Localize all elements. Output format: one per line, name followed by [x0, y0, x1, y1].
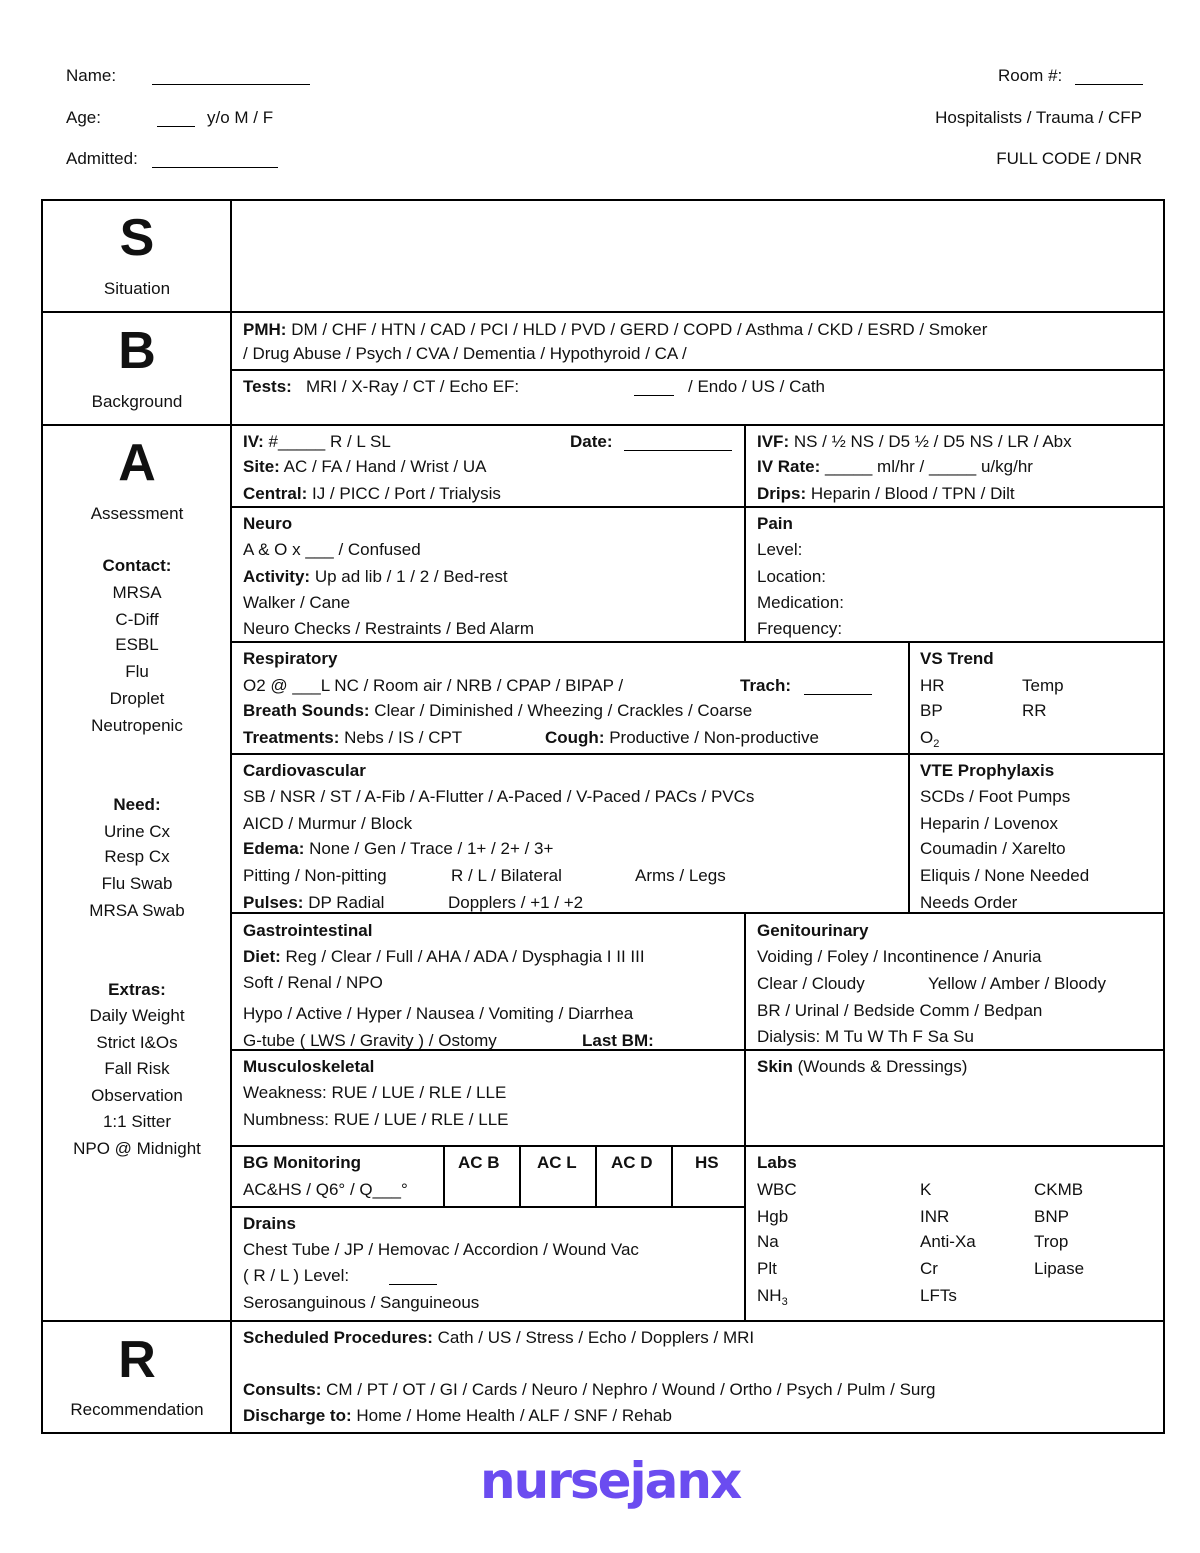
scheduled-procedures-label: Scheduled Procedures: [243, 1328, 433, 1347]
pmh-label: PMH: [243, 320, 287, 339]
iv-date-label: Date: [570, 432, 613, 451]
extras-item[interactable]: 1:1 Sitter [102, 1112, 172, 1131]
situation-notes-area[interactable] [234, 203, 1160, 309]
toileting-options[interactable]: BR / Urinal / Bedside Comm / Bedpan [757, 1001, 1043, 1020]
drains-title: Drains [243, 1214, 296, 1233]
room-label: Room #: [998, 66, 1063, 85]
cough-label: Cough: [545, 728, 605, 747]
lab-trop: Trop [1034, 1232, 1069, 1251]
contact-title: Contact: [102, 556, 172, 575]
treatments-label: Treatments: [243, 728, 340, 747]
need-title: Need: [113, 795, 161, 814]
drain-type-options[interactable]: Chest Tube / JP / Hemovac / Accordion / Wound Vac [243, 1240, 639, 1259]
discharge-label: Discharge to: [243, 1406, 352, 1425]
urine-clarity-options[interactable]: Clear / Cloudy [757, 974, 865, 993]
vs-bp-label: BP [920, 701, 943, 720]
numbness-options[interactable]: Numbness: RUE / LUE / RLE / LLE [243, 1110, 509, 1129]
iv-label: IV: [243, 432, 264, 451]
pmh-line [243, 320, 987, 340]
scheduled-procedures-options[interactable]: Cath / US / Stress / Echo / Dopplers / MRI [437, 1328, 755, 1347]
recommendation-letter: R [118, 1331, 156, 1389]
gi-title: Gastrointestinal [243, 921, 373, 940]
labs-title: Labs [757, 1153, 797, 1172]
drips-label: Drips: [757, 484, 807, 503]
edema-limb-options[interactable]: Arms / Legs [635, 866, 726, 885]
diet-label: Diet: [243, 947, 281, 966]
pain-level-label: Level: [757, 540, 803, 559]
activity-label: Activity: [243, 567, 311, 586]
edema-side-options[interactable]: R / L / Bilateral [451, 866, 562, 885]
lab-anti-xa: Anti-Xa [920, 1232, 976, 1251]
vs-temp-label: Temp [1022, 676, 1064, 695]
contact-item[interactable]: Droplet [109, 689, 165, 708]
breath-sounds-options[interactable]: Clear / Diminished / Wheezing / Crackles / Coarse [374, 701, 753, 720]
contact-item[interactable]: Flu [125, 662, 149, 681]
gu-title: Genitourinary [757, 921, 869, 940]
neuro-aox[interactable]: A & O x ___ / Confused [243, 540, 421, 559]
contact-item[interactable]: Neutropenic [91, 716, 183, 735]
tests-options-continued[interactable]: / Endo / US / Cath [688, 377, 826, 396]
lab-nh3: $NH_3$ [757, 1286, 788, 1308]
bg-col-acd: AC D [611, 1153, 653, 1172]
drips-options[interactable]: Heparin / Blood / TPN / Dilt [810, 484, 1015, 503]
edema-label: Edema: [243, 839, 305, 858]
site-label: Site: [243, 457, 280, 476]
situation-letter: S [119, 209, 155, 267]
rhythm-options[interactable]: SB / NSR / ST / A-Fib / A-Flutter / A-Paced / V-Paced / PACs / PVCs [243, 787, 755, 806]
bg-monitoring-title: BG Monitoring [243, 1153, 362, 1172]
iv-rate-fields[interactable]: _____ ml/hr / _____ u/kg/hr [825, 457, 1033, 476]
central-label: Central: [243, 484, 308, 503]
iv-rate-label: IV Rate: [757, 457, 821, 476]
skin-title: Skin [757, 1057, 793, 1076]
ivf-label: IVF: [757, 432, 790, 451]
vte-option[interactable]: SCDs / Foot Pumps [920, 787, 1071, 806]
skin-heading [757, 1057, 967, 1077]
diet-options[interactable]: Reg / Clear / Full / AHA / ADA / Dysphagia I II III [285, 947, 645, 966]
extras-item[interactable]: NPO @ Midnight [73, 1139, 201, 1158]
extras-item[interactable]: Fall Risk [104, 1059, 170, 1078]
pitting-options[interactable]: Pitting / Non-pitting [243, 866, 387, 885]
skin-subtitle: (Wounds & Dressings) [797, 1057, 968, 1076]
need-item[interactable]: MRSA Swab [89, 901, 185, 920]
vs-rr-label: RR [1022, 701, 1047, 720]
tests-label: Tests: [243, 377, 292, 396]
extras-title: Extras: [108, 980, 166, 999]
nursejanx-logo: nursejanx [480, 1452, 741, 1510]
admitted-label: Admitted: [66, 149, 138, 168]
pain-medication-label: Medication: [757, 593, 844, 612]
bg-col-acl: AC L [537, 1153, 577, 1172]
assessment-label: Assessment [90, 504, 184, 523]
lab-na: Na [757, 1232, 779, 1251]
contact-item[interactable]: MRSA [112, 583, 162, 602]
activity-options[interactable]: Up ad lib / 1 / 2 / Bed-rest [314, 567, 508, 586]
iv-options[interactable]: #_____ R / L SL [268, 432, 391, 451]
room-field[interactable] [1075, 84, 1143, 85]
vte-option[interactable]: Eliquis / None Needed [920, 866, 1090, 885]
edema-options[interactable]: None / Gen / Trace / 1+ / 2+ / 3+ [309, 839, 554, 858]
lab-lipase: Lipase [1034, 1259, 1085, 1278]
neuro-title: Neuro [243, 514, 293, 533]
need-item[interactable]: Flu Swab [101, 874, 173, 893]
weakness-options[interactable]: Weakness: RUE / LUE / RLE / LLE [243, 1083, 507, 1102]
name-label: Name: [66, 66, 117, 85]
admitted-field[interactable] [152, 167, 278, 168]
echo-ef-field[interactable] [634, 395, 674, 396]
tests-line [243, 377, 519, 397]
lab-inr: INR [920, 1207, 950, 1226]
pulses-label: Pulses: [243, 893, 304, 912]
tests-options[interactable]: MRI / X-Ray / CT / Echo EF: [305, 377, 520, 396]
ivf-options[interactable]: NS / ½ NS / D5 ½ / D5 NS / LR / Abx [793, 432, 1072, 451]
drain-side-level[interactable]: ( R / L ) Level: [243, 1266, 350, 1285]
vs-trend-title: VS Trend [920, 649, 994, 668]
pain-title: Pain [757, 514, 793, 533]
pain-frequency-label: Frequency: [757, 619, 843, 638]
central-options[interactable]: IJ / PICC / Port / Trialysis [311, 484, 501, 503]
trach-label: Trach: [740, 676, 792, 695]
contact-item[interactable]: C-Diff [115, 610, 159, 629]
vte-option[interactable]: Coumadin / Xarelto [920, 839, 1066, 858]
need-item[interactable]: Urine Cx [103, 822, 171, 841]
voiding-options[interactable]: Voiding / Foley / Incontinence / Anuria [757, 947, 1042, 966]
cardiovascular-title: Cardiovascular [243, 761, 366, 780]
lab-lfts: LFTs [920, 1286, 957, 1305]
pmh-options-continued[interactable]: / Drug Abuse / Psych / CVA / Dementia / Hypothyroid / CA / [243, 344, 687, 363]
discharge-options[interactable]: Home / Home Health / ALF / SNF / Rehab [356, 1406, 672, 1425]
code-status-options: FULL CODE / DNR [996, 149, 1142, 168]
background-label: Background [91, 392, 183, 411]
iv-date-field[interactable] [624, 450, 732, 451]
diet-options-continued[interactable]: Soft / Renal / NPO [243, 973, 383, 992]
situation-label: Situation [103, 279, 171, 298]
lab-k: K [920, 1180, 932, 1199]
respiratory-title: Respiratory [243, 649, 338, 668]
msk-title: Musculoskeletal [243, 1057, 375, 1076]
gtube-options[interactable]: G-tube ( LWS / Gravity ) / Ostomy [243, 1031, 497, 1050]
assessment-letter: A [118, 434, 156, 492]
age-suffix: y/o M / F [207, 108, 274, 127]
neuro-checks-options[interactable]: Neuro Checks / Restraints / Bed Alarm [243, 619, 535, 638]
consults-label: Consults: [243, 1380, 322, 1399]
vs-o2-label: $O_2$ [920, 728, 940, 750]
name-field[interactable] [152, 84, 310, 85]
service-options: Hospitalists / Trauma / CFP [935, 108, 1142, 127]
need-item[interactable]: Resp Cx [104, 847, 170, 866]
breath-sounds-label: Breath Sounds: [243, 701, 370, 720]
recommendation-label: Recommendation [70, 1400, 204, 1419]
lab-wbc: WBC [757, 1180, 797, 1199]
vte-option[interactable]: Needs Order [920, 893, 1018, 912]
vte-option[interactable]: Heparin / Lovenox [920, 814, 1058, 833]
last-bm-label: Last BM: [582, 1031, 654, 1050]
lab-bnp: BNP [1034, 1207, 1069, 1226]
treatments-options[interactable]: Nebs / IS / CPT [344, 728, 463, 747]
age-field[interactable] [157, 126, 195, 127]
vte-title: VTE Prophylaxis [920, 761, 1055, 780]
lab-ckmb: CKMB [1034, 1180, 1084, 1199]
pain-location-label: Location: [757, 567, 826, 586]
vs-hr-label: HR [920, 676, 945, 695]
drain-output-options[interactable]: Serosanguinous / Sanguineous [243, 1293, 480, 1312]
extras-item[interactable]: Observation [91, 1086, 183, 1105]
background-letter: B [118, 322, 156, 380]
extras-item[interactable]: Daily Weight [89, 1006, 185, 1025]
age-label: Age: [66, 108, 101, 127]
lab-cr: Cr [920, 1259, 938, 1278]
consults-options[interactable]: CM / PT / OT / GI / Cards / Neuro / Nephro / Wound / Ortho / Psych / Pulm / Surg [326, 1380, 936, 1399]
pmh-options[interactable]: DM / CHF / HTN / CAD / PCI / HLD / PVD / GERD / COPD / Asthma / CKD / ESRD / Smoker [291, 320, 988, 339]
bg-col-acb: AC B [458, 1153, 500, 1172]
aicd-options[interactable]: AICD / Murmur / Block [243, 814, 413, 833]
trach-field[interactable] [804, 694, 872, 695]
urine-color-options[interactable]: Yellow / Amber / Bloody [928, 974, 1106, 993]
cough-options[interactable]: Productive / Non-productive [609, 728, 819, 747]
walker-options[interactable]: Walker / Cane [243, 593, 351, 612]
site-options[interactable]: AC / FA / Hand / Wrist / UA [283, 457, 487, 476]
dopplers-options[interactable]: Dopplers / +1 / +2 [448, 893, 584, 912]
extras-item[interactable]: Strict I&Os [96, 1033, 178, 1052]
lab-hgb: Hgb [757, 1207, 789, 1226]
pulses-options[interactable]: DP Radial [308, 893, 385, 912]
bg-frequency-options[interactable]: AC&HS / Q6° / Q___° [243, 1180, 408, 1199]
bowel-sound-options[interactable]: Hypo / Active / Hyper / Nausea / Vomiting / Diarrhea [243, 1004, 634, 1023]
lab-plt: Plt [757, 1259, 777, 1278]
contact-item[interactable]: ESBL [115, 635, 159, 654]
drain-level-field[interactable] [389, 1284, 437, 1285]
dialysis-days[interactable]: Dialysis: M Tu W Th F Sa Su [757, 1027, 974, 1046]
bg-col-hs: HS [695, 1153, 719, 1172]
o2-options[interactable]: O2 @ ___L NC / Room air / NRB / CPAP / BIPAP / [243, 676, 624, 695]
